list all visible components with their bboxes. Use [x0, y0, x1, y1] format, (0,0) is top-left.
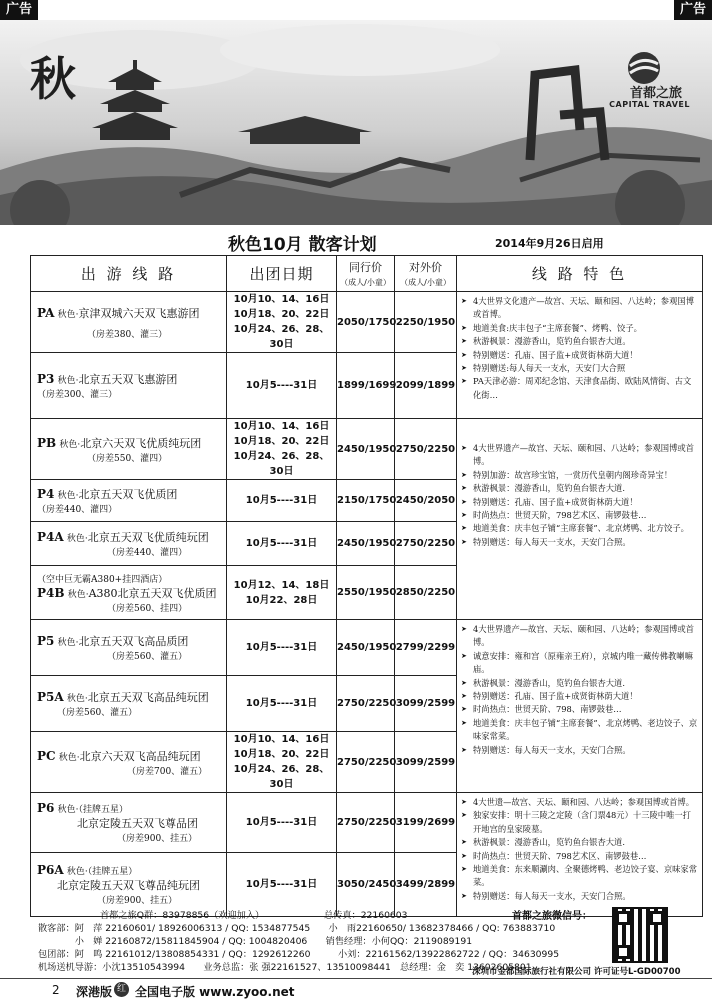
header-route: 出 游 线 路 [31, 256, 227, 292]
date-cell: 10月10、14、16日 10月18、20、22日 10月24、26、28、30日 [227, 292, 337, 353]
header-peer-price: 同行价 （成人/小童） [337, 256, 395, 292]
peer-price: 1899/1699 [337, 353, 395, 419]
public-price: 2750/2250 [395, 522, 457, 566]
feature-item: ➤ 4大世界遗产—故宫、天坛、颐和园、八达岭；参观国博或首博。 [461, 623, 698, 650]
feature-item: ➤ 地道美食：庆丰包子铺“主席套餐”、北京烤鸭、老边饺子、京味家常菜。 [461, 717, 698, 744]
peer-price: 2750/2250 [337, 732, 395, 793]
feature-item: ➤ 特别赠送:每人每天一支水，天安门大合照 [461, 362, 698, 375]
peer-price: 2450/1950 [337, 522, 395, 566]
public-price: 3499/2899 [395, 853, 457, 917]
header-features: 线 路 特 色 [457, 256, 703, 292]
features-group-2 [457, 419, 703, 620]
header-date: 出团日期 [227, 256, 337, 292]
feature-item: ➤ 独家安排：明十三陵之定陵（含门票48元）十三陵中唯一打开地宫的皇家陵墓。 [461, 809, 698, 836]
date-cell: 10月5----31日 [227, 853, 337, 917]
features-group-3 [457, 620, 703, 793]
public-price: 2099/1899 [395, 353, 457, 419]
feature-item: ➤ 秋游枫景：漫游香山，览钓鱼台银杏大道。 [461, 335, 698, 348]
header-public-price: 对外价 （成人/小童） [395, 256, 457, 292]
contact-line: 包团部：阿 鸣 22161012/13808854331 / QQ：1292612260 小刘：22161562/13922862722 / QQ：34630995 [38, 949, 560, 960]
autumn-char: 秋 [30, 52, 76, 106]
peer-price: 3050/2450 [337, 853, 395, 917]
feature-item: ➤ 4大世界遗产—故宫、天坛、颐和园、八达岭；参观国博或首博。 [461, 442, 698, 469]
route-cell: P5 秋色·北京五天双飞高品质团 （房差560、灌五） [31, 620, 227, 676]
public-price: 2250/1950 [395, 292, 457, 353]
table-header-row [31, 256, 703, 292]
page-title: 秋色10月 散客计划 [228, 235, 377, 255]
route-cell: PB 秋色·北京六天双飞优质纯玩团 （房差550、灌四） [31, 419, 227, 480]
feature-item: ➤ 4大世遗—故宫、天坛、颐和园、八达岭；参观国博或首博。 [461, 796, 698, 809]
peer-price: 2150/1750 [337, 480, 395, 522]
route-cell: P3 秋色·北京五天双飞惠游团 （房差300、灌三） [31, 353, 227, 419]
route-cell: P6A 秋色·（挂牌五星） 北京定陵五天双飞尊品纯玩团 （房差900、挂五） [31, 853, 227, 917]
peer-price: 2050/1750 [337, 292, 395, 353]
route-cell: P4 秋色·北京五天双飞优质团 （房差440、灌四） [31, 480, 227, 522]
feature-item: ➤ 特别赠送：孔庙、国子监+成贤街林荫大道！ [461, 349, 698, 362]
brand-logo-en: CAPITAL TRAVEL [609, 100, 690, 109]
date-cell: 10月5----31日 [227, 522, 337, 566]
table-row [31, 793, 703, 853]
date-cell: 10月5----31日 [227, 353, 337, 419]
feature-item: ➤ 地道美食:庆丰包子“主席套餐”、烤鸭、饺子。 [461, 322, 698, 335]
tour-plan-table [30, 255, 703, 917]
feature-item: ➤ 秋游枫景：漫游香山，览钓鱼台银杏大道. [461, 677, 698, 690]
wechat-qr-code[interactable] [612, 907, 668, 963]
page-footer [0, 978, 712, 1000]
feature-item: ➤ 秋游枫景：漫游香山，览钓鱼台银杏大道. [461, 482, 698, 495]
peer-price: 2750/2250 [337, 793, 395, 853]
feature-item: ➤ PA天津必游：周邓纪念馆、天津食品街、欧陆风情街、古文化街… [461, 375, 698, 402]
feature-item: ➤ 地道美食：东来顺涮肉、全聚德烤鸭、老边饺子宴、京味家常菜。 [461, 863, 698, 890]
contact-line: 首都之旅Q群：83978856（欢迎加入） 总传真：22160603 [100, 910, 408, 921]
route-cell: PA 秋色·京津双城六天双飞惠游团 （房差380、灌三） [31, 292, 227, 353]
table-row [31, 419, 703, 480]
feature-item: ➤ 地道美食：庆丰包子铺“主席套餐”、北京烤鸭、北方饺子。 [461, 522, 698, 535]
banner-illustration [0, 20, 712, 225]
brand-logo-text: 首都之旅 [629, 86, 682, 101]
date-cell: 10月5----31日 [227, 676, 337, 732]
start-date: 2014年9月26日启用 [495, 237, 604, 250]
title-row [0, 226, 712, 256]
date-cell: 10月10、14、16日 10月18、20、22日 10月24、26、28、30日 [227, 732, 337, 793]
peer-price: 2550/1950 [337, 566, 395, 620]
ad-tag-left: 广告 [0, 0, 38, 20]
feature-item: ➤ 特别加游：故宫珍宝馆，一赏历代皇朝内阁珍奇异宝！ [461, 469, 698, 482]
edition-label: 深港版 [76, 985, 113, 999]
site-link[interactable]: 全国电子版 www.zyoo.net [135, 985, 295, 999]
feature-item: ➤ 时尚热点：世贸天阶，798艺术区、南锣鼓巷… [461, 509, 698, 522]
peer-price: 2450/1950 [337, 419, 395, 480]
public-price: 2750/2250 [395, 419, 457, 480]
public-price: 2850/2250 [395, 566, 457, 620]
banner-image [0, 20, 712, 225]
public-price: 2799/2299 [395, 620, 457, 676]
feature-item: ➤ 秋游枫景：漫游香山，览钓鱼台银杏大道. [461, 836, 698, 849]
date-cell: 10月5----31日 [227, 620, 337, 676]
date-cell: 10月5----31日 [227, 480, 337, 522]
feature-item: ➤ 特别赠送：每人每天一支水，天安门合照。 [461, 890, 698, 903]
feature-item: ➤ 特别赠送：孔庙、国子监+成贤街林荫大道！ [461, 496, 698, 509]
contact-line: 机场送机导游：小沈13510543994 业务总监：张 强22161527、13510098441 总经理：金 奕 13602605801 [38, 962, 532, 973]
public-price: 3099/2599 [395, 676, 457, 732]
features-group-1 [457, 292, 703, 419]
table-row [31, 620, 703, 676]
date-cell: 10月12、14、18日 10月22、28日 [227, 566, 337, 620]
date-cell: 10月10、14、16日 10月18、20、22日 10月24、26、28、30日 [227, 419, 337, 480]
features-group-4 [457, 793, 703, 917]
page-number: 2 [52, 983, 60, 997]
route-cell: P4A 秋色·北京五天双飞优质纯玩团 （房差440、灌四） [31, 522, 227, 566]
route-cell: P5A 秋色·北京五天双飞高品纯玩团 （房差560、灌五） [31, 676, 227, 732]
table-row [31, 292, 703, 353]
wechat-label: 首都之旅微信号： [512, 911, 592, 922]
edition-badge-icon: 红 [114, 982, 129, 997]
public-price: 3199/2699 [395, 793, 457, 853]
contact-line: 小 婵 22160872/15811845904 / QQ: 1004820406 销售经理：小何QQ：2119089191 [38, 936, 473, 947]
license-text: 深圳市金都国际旅行社有限公司 许可证号L-GD00700 [472, 967, 681, 977]
contact-line: 散客部：阿 萍 22160601/ 18926006313 / QQ: 1534877545 小 雨22160650/ 13682378466 / QQ: 763883710 [38, 923, 556, 934]
public-price: 3099/2599 [395, 732, 457, 793]
public-price: 2450/2050 [395, 480, 457, 522]
feature-item: ➤ 特别赠送：每人每天一支水，天安门合照。 [461, 536, 698, 549]
route-cell: P6 秋色·（挂牌五星） 北京定陵五天双飞尊品团 （房差900、挂五） [31, 793, 227, 853]
feature-item: ➤ 时尚热点：世贸天阶、798艺术区、南锣鼓巷… [461, 850, 698, 863]
route-cell: （空中巨无霸A380+挂四酒店） P4B 秋色·A380北京五天双飞优质团 （房差560、挂四） [31, 566, 227, 620]
feature-item: ➤ 诚意安排：雍和宫（原雍亲王府），京城内唯一藏传佛教喇嘛庙。 [461, 650, 698, 677]
route-cell: PC 秋色·北京六天双飞高品纯玩团 （房差700、灌五） [31, 732, 227, 793]
peer-price: 2750/2250 [337, 676, 395, 732]
peer-price: 2450/1950 [337, 620, 395, 676]
feature-item: ➤ 特别赠送：孔庙、国子监+成贤街林荫大道！ [461, 690, 698, 703]
contact-footer [0, 905, 712, 975]
feature-item: ➤ 4大世界文化遗产—故宫、天坛、颐和园、八达岭；参观国博或首博。 [461, 295, 698, 322]
date-cell: 10月5----31日 [227, 793, 337, 853]
ad-tag-right: 广告 [674, 0, 712, 20]
feature-item: ➤ 特别赠送：每人每天一支水，天安门合照。 [461, 744, 698, 757]
feature-item: ➤ 时尚热点：世贸天阶、798、南锣鼓巷… [461, 703, 698, 716]
